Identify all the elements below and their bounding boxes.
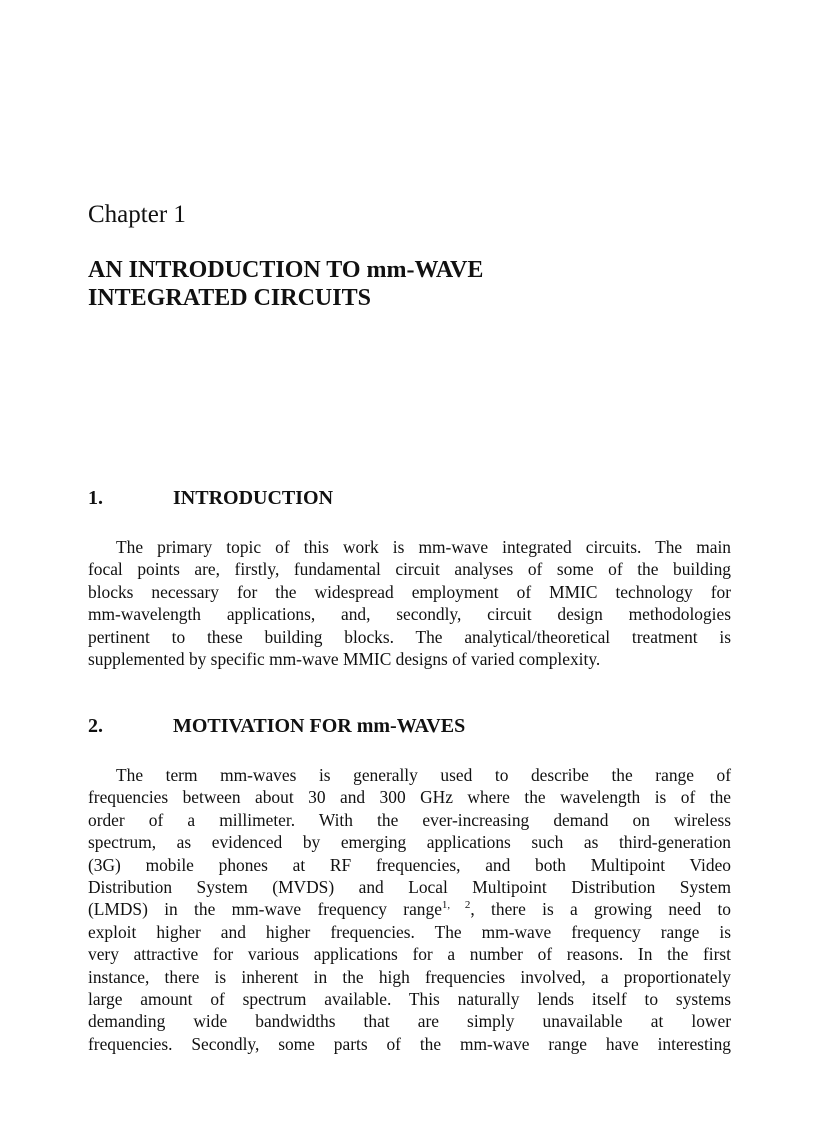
section-number: 2. [88,715,103,737]
chapter-label: Chapter 1 [88,201,186,228]
paragraph-line: order of a millimeter. With the ever-increasing demand on wireless [88,809,731,830]
paragraph-line: The term mm-waves is generally used to describe the range of [116,765,731,785]
paragraph-line: Distribution System (MVDS) and Local Multipoint Distribution System [88,877,731,898]
paragraph-line: instance, there is inherent in the high frequencies involved, a proportionately [88,966,731,987]
paragraph-line: exploit higher and higher frequencies. The mm-wave frequency range is [88,921,731,942]
section-title: INTRODUCTION [173,487,334,509]
section-heading-motivation [88,714,465,738]
paragraph-line: (3G) mobile phones at RF frequencies, and both Multipoint Video [88,854,731,875]
paragraph-line: focal points are, firstly, fundamental circuit analyses of some of the building [88,559,731,580]
paragraph-line: demanding wide bandwidths that are simply unavailable at lower [88,1011,731,1032]
introduction-paragraph [88,536,731,670]
paragraph-line: blocks necessary for the widespread employment of MMIC technology for [88,581,731,602]
paragraph-line: very attractive for various applications for a number of reasons. In the first [88,944,731,965]
line-text: , there is a growing need to [470,899,732,920]
citation-superscript: 1, 2 [441,899,471,912]
section-title: MOTIVATION FOR mm-WAVES [173,715,466,737]
paragraph-line: frequencies between about 30 and 300 GHz where the wavelength is of the [88,787,731,808]
chapter-title [88,256,748,312]
section-number: 1. [88,487,103,509]
paragraph-line: The primary topic of this work is mm-wave integrated circuits. The main [116,537,731,557]
paragraph-line [88,898,731,920]
paragraph-line: pertinent to these building blocks. The analytical/theoretical treatment is [88,626,731,647]
chapter-title-line: AN INTRODUCTION TO mm-WAVE [88,257,484,283]
paragraph-line: large amount of spectrum available. This naturally lends itself to systems [88,989,731,1010]
chapter-title-line: INTEGRATED CIRCUITS [88,285,371,311]
motivation-paragraph [88,764,731,1055]
paragraph-line: spectrum, as evidenced by emerging applications such as third-generation [88,832,731,853]
paragraph-line: frequencies. Secondly, some parts of the mm-wave range have interesting [88,1033,731,1054]
paragraph-line: mm-wavelength applications, and, secondly, circuit design methodologies [88,604,731,625]
paragraph-line: supplemented by specific mm-wave MMIC designs of varied complexity. [88,649,601,670]
section-heading-introduction [88,486,333,510]
line-text: (LMDS) in the mm-wave frequency range [88,899,442,920]
